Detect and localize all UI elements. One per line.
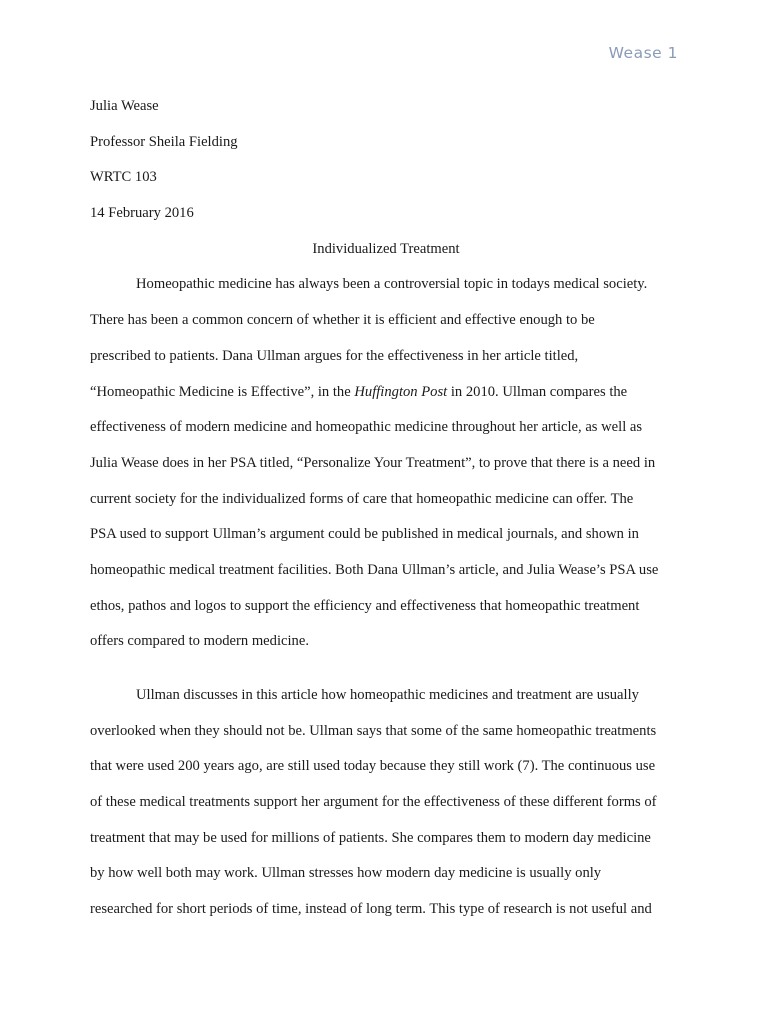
paragraph-line: effectiveness of modern medicine and homeopathic medicine throughout her article, as well as — [90, 419, 643, 436]
paragraph-text: in 2010. Ullman compares the — [447, 383, 628, 400]
paragraph-line: homeopathic medical treatment facilities. Both Dana Ullman’s article, and Julia Wease’s PSA use — [90, 561, 659, 578]
paragraph-line: Julia Wease does in her PSA titled, “Personalize Your Treatment”, to prove that there is a need in — [90, 454, 656, 471]
paragraph-line: offers compared to modern medicine. — [90, 633, 309, 650]
paragraph-line: treatment that may be used for millions of patients. She compares them to modern day medicine — [90, 829, 651, 846]
paragraph-line: Ullman discusses in this article how homeopathic medicines and treatment are usually — [136, 687, 639, 703]
paragraph-line: ethos, pathos and logos to support the efficiency and effectiveness that homeopathic treatment — [90, 597, 640, 614]
date: 14 February 2016 — [90, 205, 194, 222]
paragraph-line: PSA used to support Ullman’s argument could be published in medical journals, and shown in — [90, 526, 639, 543]
paragraph-text: “Homeopathic Medicine is Effective”, in the — [90, 383, 355, 400]
paragraph-line: researched for short periods of time, instead of long term. This type of research is not useful and — [90, 901, 652, 918]
paragraph-line: that were used 200 years ago, are still used today because they still work (7). The continuous use — [90, 758, 656, 775]
paragraph-line: by how well both may work. Ullman stresses how modern day medicine is usually only — [90, 865, 602, 882]
paragraph-line — [90, 375, 682, 411]
paragraph-line: prescribed to patients. Dana Ullman argues for the effectiveness in her article titled, — [90, 347, 579, 364]
paragraph-gap — [90, 660, 682, 678]
paragraph-line: There has been a common concern of whether it is efficient and effective enough to be — [90, 312, 595, 329]
paragraph-line: Homeopathic medicine has always been a controversial topic in todays medical society. — [136, 276, 648, 293]
essay-title: Individualized Treatment — [312, 240, 460, 257]
course-name: WRTC 103 — [90, 169, 157, 186]
paragraph-1 — [90, 267, 682, 660]
paragraph-2 — [90, 678, 682, 928]
document-body — [90, 89, 682, 928]
author-name: Julia Wease — [90, 98, 159, 114]
paragraph-line: of these medical treatments support her argument for the effectiveness of these different forms of — [90, 794, 657, 811]
running-head: Wease 1 — [608, 44, 678, 62]
paragraph-line: current society for the individualized forms of care that homeopathic medicine can offer. The — [90, 490, 634, 507]
professor-name: Professor Sheila Fielding — [90, 133, 238, 150]
paragraph-line: overlooked when they should not be. Ullman says that some of the same homeopathic treatments — [90, 722, 657, 739]
publication-name: Huffington Post — [354, 383, 448, 400]
